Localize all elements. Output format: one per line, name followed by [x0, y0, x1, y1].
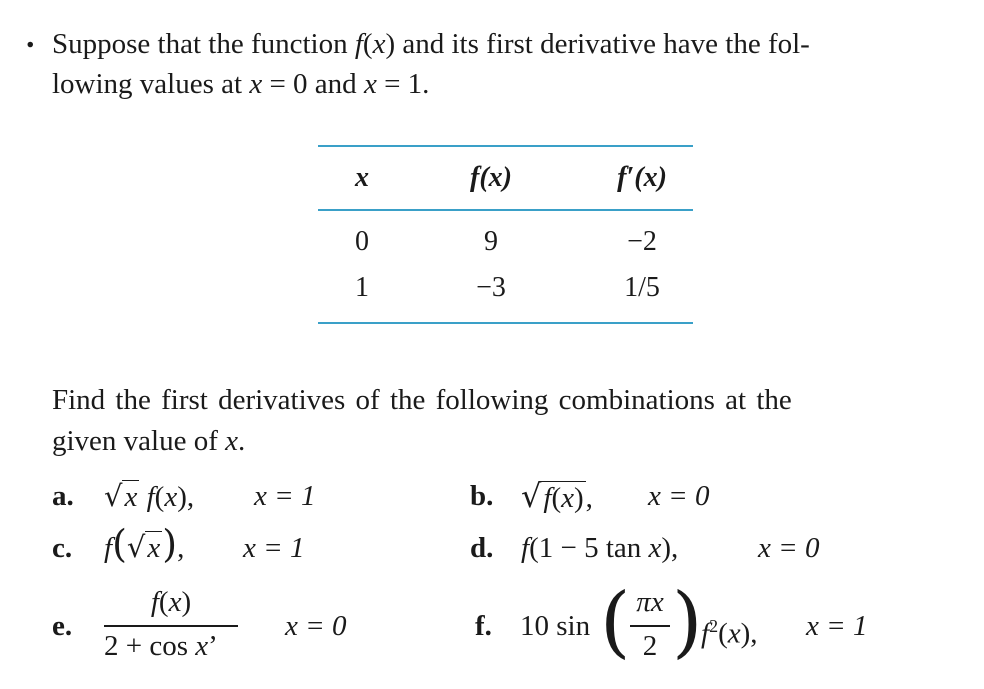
intro-fx: f [354, 28, 363, 60]
part-c-expr [104, 524, 184, 568]
table-cell: 1/5 [624, 272, 660, 303]
table-bottom-rule [318, 322, 693, 324]
table-header-fpx: f′(x) [617, 162, 667, 193]
part-e-denom-comma: ’ [208, 630, 218, 662]
part-f-tail: $f^2(x)$, [701, 616, 758, 650]
part-a-radicand: x [124, 481, 138, 513]
paren-right-icon: ) [672, 577, 703, 667]
part-a-fx: f(x), [146, 481, 195, 513]
intro-var-x1: x [249, 68, 263, 100]
instruction-period: . [238, 425, 246, 457]
sqrt-icon: √ [126, 530, 146, 564]
table-header-rule [318, 209, 693, 211]
paren-right-icon: ) [162, 522, 178, 566]
table-cell: 0 [355, 226, 369, 257]
part-c-f: f [104, 532, 113, 564]
paren-left-icon: ( [112, 522, 127, 566]
intro-eq1: = 0 and [262, 68, 364, 100]
part-f-cond-text: x = 1 [806, 610, 868, 642]
part-f-f: f [701, 617, 710, 650]
part-a-cond-text: x = 1 [254, 480, 316, 512]
part-e-cond [285, 606, 346, 646]
sqrt-icon: √ [104, 479, 123, 513]
part-b-comma: , [585, 482, 593, 514]
intro-line-1 [52, 24, 810, 64]
part-c-cond-text: x = 1 [243, 532, 305, 564]
part-c-cond [243, 528, 304, 568]
table-cell: 1 [355, 272, 369, 303]
table-cell: 9 [484, 226, 498, 257]
intro-text-1b: ( [362, 28, 373, 60]
part-d-expr [521, 528, 678, 568]
table-top-rule [318, 145, 693, 147]
instruction-var-x: x [225, 425, 239, 457]
part-b-expr [521, 476, 593, 518]
instruction-text-2: given value of [52, 425, 226, 457]
part-d-end: ), [661, 532, 679, 564]
part-e-numer-f: f [150, 586, 159, 618]
part-d-mid: (1 − 5 tan [529, 532, 649, 564]
table-cell: −2 [627, 226, 657, 257]
table-header-fx: f(x) [470, 162, 512, 193]
intro-eq2: = 1. [376, 68, 430, 100]
intro-text-2: lowing values at [52, 68, 250, 100]
part-e-denom-text: 2 + cos [104, 630, 196, 662]
part-a-cond [254, 476, 315, 516]
part-f-cond [806, 606, 867, 646]
part-e-label: e. [52, 610, 73, 642]
part-d-x: x [648, 532, 662, 564]
part-e-cond-text: x = 0 [285, 610, 347, 642]
part-f-x: x [727, 617, 741, 650]
part-e-denom-x: x [195, 630, 209, 662]
sqrt-icon: √ [521, 477, 542, 515]
instruction-line-2 [52, 421, 245, 461]
part-f-label: f. [475, 610, 492, 642]
part-d-cond [758, 528, 819, 568]
part-a-label: a. [52, 480, 74, 512]
part-b-radicand: f(x) [543, 482, 584, 514]
part-b-label: b. [470, 480, 494, 512]
part-e-numer-x: x [168, 586, 182, 618]
table-header-x: x [355, 162, 369, 193]
instruction-line-1: Find the first derivatives of the following combinations at the [52, 384, 792, 416]
part-b-cond-text: x = 0 [648, 480, 710, 512]
intro-line-2 [52, 64, 429, 104]
intro-x: x [372, 28, 386, 60]
paren-left-icon: ( [600, 577, 631, 667]
part-d-cond-text: x = 0 [758, 532, 820, 564]
part-b-cond [648, 476, 709, 516]
part-e-numerator: f(x) [150, 586, 192, 618]
part-c-comma: , [177, 532, 185, 564]
table-cell: −3 [476, 272, 506, 303]
part-f-sup: 2 [709, 616, 719, 636]
part-c-label: c. [52, 532, 73, 564]
part-a-expr [104, 476, 194, 517]
part-c-radicand: x [147, 532, 161, 564]
part-f-denominator: 2 [642, 630, 658, 662]
part-d-f: f [521, 532, 530, 564]
part-e-denominator [104, 626, 254, 666]
bullet-dot: . [26, 18, 35, 55]
part-d-label: d. [470, 532, 494, 564]
intro-text-1c: ) and its first derivative have the fol- [385, 28, 810, 60]
part-f-numerator: πx [636, 586, 664, 618]
intro-text-1: Suppose that the function [52, 28, 355, 60]
part-f-coef: 10 sin [520, 610, 591, 642]
intro-var-x2: x [363, 68, 377, 100]
